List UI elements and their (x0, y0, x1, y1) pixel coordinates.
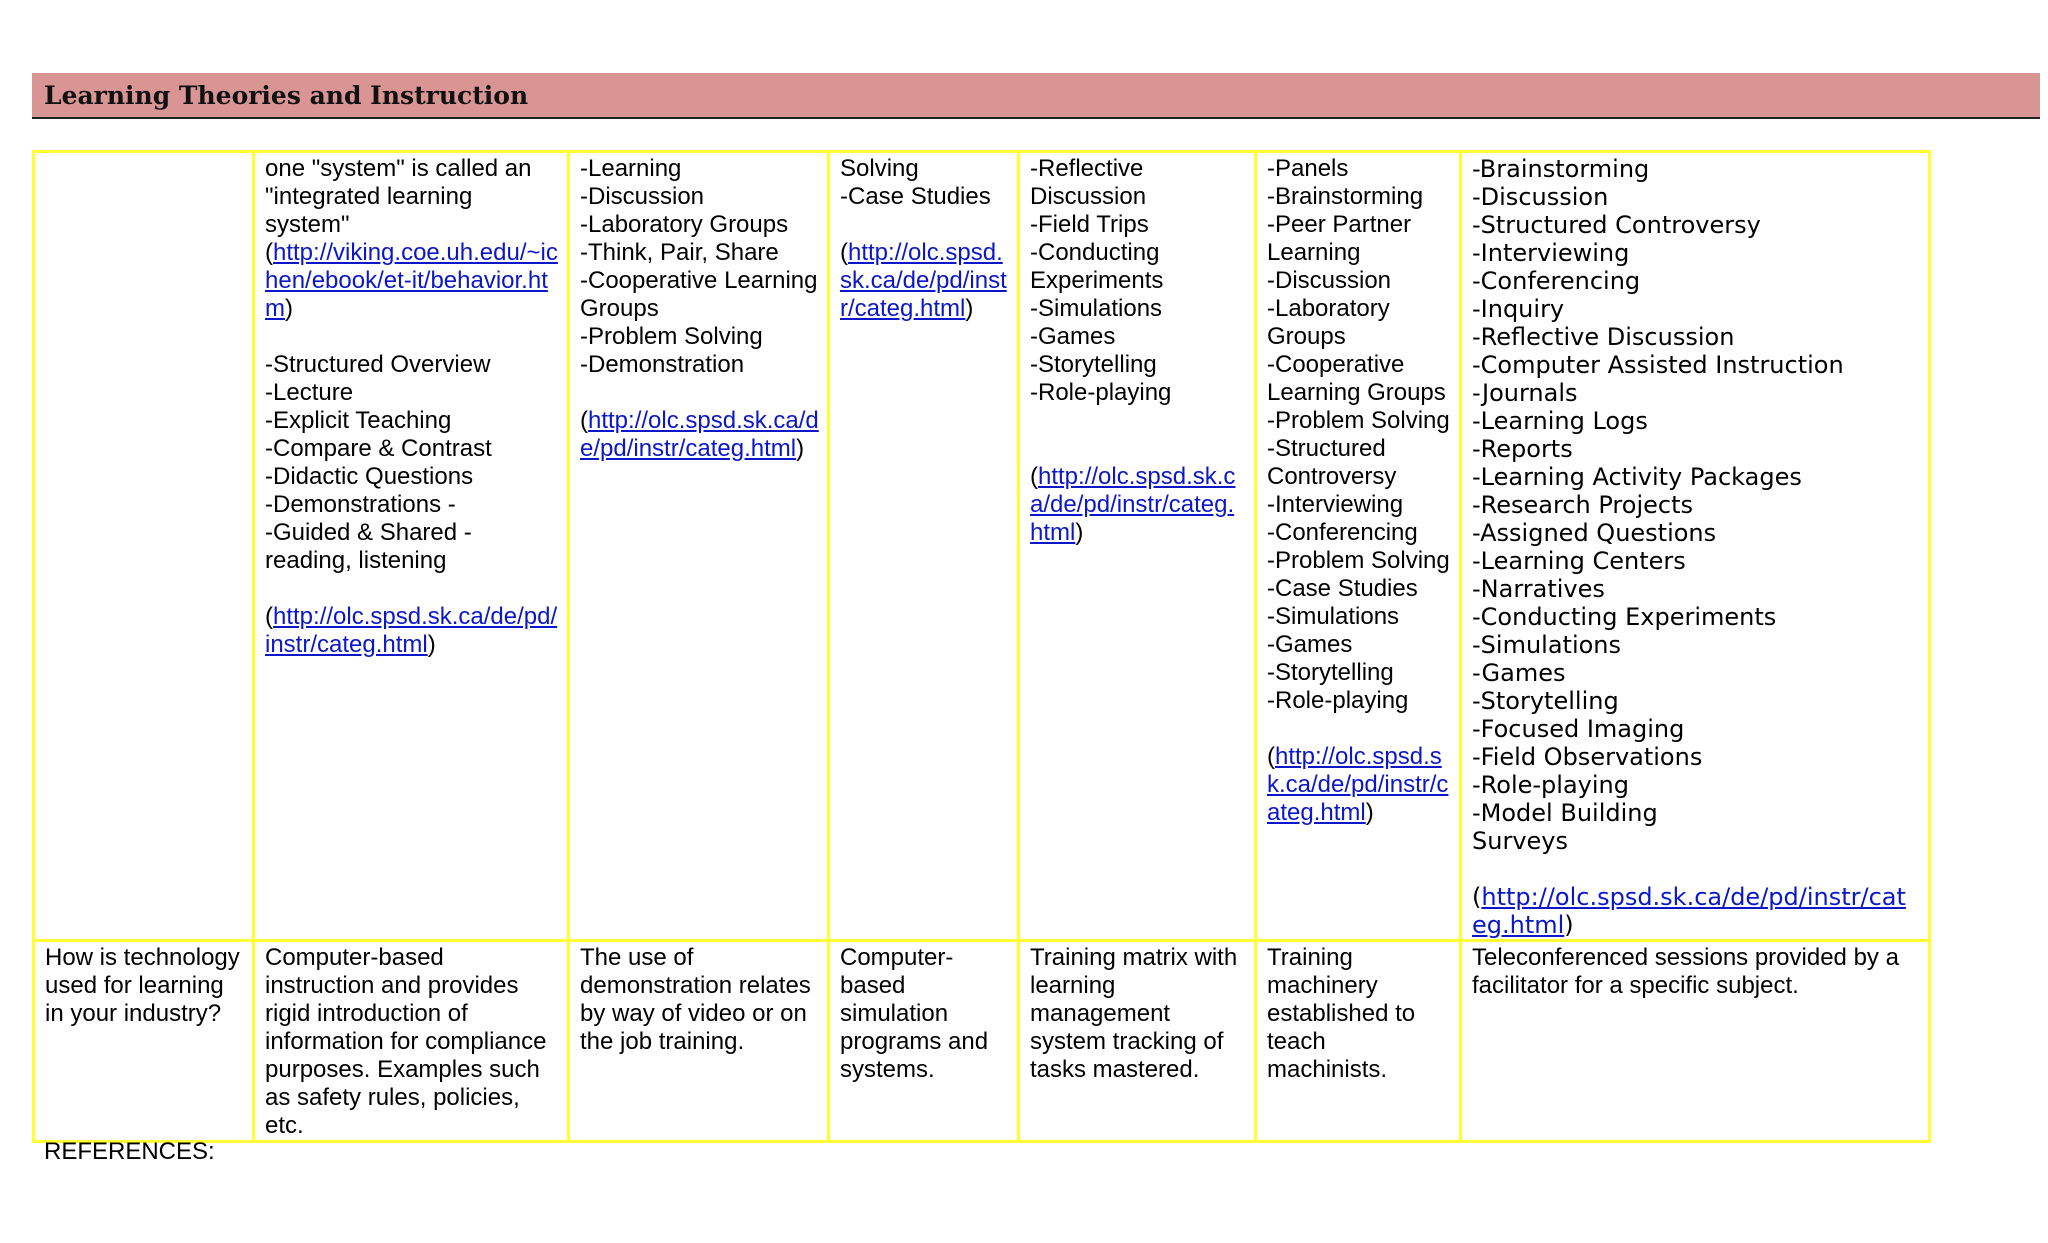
col6-list (1267, 155, 1451, 715)
list-item: -Explicit Teaching (265, 407, 452, 434)
list-item: -Cooperative Learning Groups (1267, 351, 1446, 406)
table-row (34, 152, 1930, 941)
list-item: -Structured Controversy (1267, 435, 1397, 490)
list-item: Solving (840, 155, 919, 182)
col6-link[interactable]: http://olc.spsd.sk.ca/de/pd/instr/categ.html (1267, 743, 1449, 826)
list-item: -Think, Pair, Share (580, 239, 779, 266)
col3-link[interactable]: http://olc.spsd.sk.ca/de/pd/instr/categ.html (580, 407, 819, 462)
list-item: -Interviewing (1472, 239, 1630, 267)
list-item: -Compare & Contrast (265, 435, 492, 462)
list-item: -Guided & Shared - reading, listening (265, 519, 479, 574)
list-item: -Field Observations (1472, 743, 1703, 771)
list-item: -Problem Solving (1267, 407, 1450, 434)
list-item: -Discussion (1267, 267, 1392, 294)
answer-cell-2: Computer-based instruction and provides rigid introduction of information for compliance purposes. Examples such as safety rules, policies, etc. (254, 941, 569, 1142)
list-item: -Structured Overview (265, 351, 491, 378)
col2-intro: one "system" is called an "integrated learning system" (265, 155, 532, 238)
list-item: -Focused Imaging (1472, 715, 1685, 743)
list-item: -Role-playing (1472, 771, 1629, 799)
list-item: -Games (1267, 631, 1353, 658)
list-item: -Demonstration (580, 351, 745, 378)
list-item: -Learning (580, 155, 682, 182)
answer-cell-7: Teleconferenced sessions provided by a facilitator for a specific subject. (1461, 941, 1930, 1142)
answer-cell-6: Training machinery established to teach machinists. (1256, 941, 1461, 1142)
list-item: -Reports (1472, 435, 1573, 463)
list-item: -Brainstorming (1472, 155, 1650, 183)
col3-list (580, 155, 825, 379)
col3-cell: -Learning -Discussion -Laboratory Groups -Think, Pair, Share -Cooperative Learning Groups -Problem Solving -Demonstration (http://olc.spsd.sk.ca/de/pd/instr/categ.html) (569, 152, 829, 941)
list-item: -Didactic Questions (265, 463, 474, 490)
list-item: -Brainstorming (1267, 183, 1424, 210)
list-item: -Learning Activity Packages (1472, 463, 1802, 491)
list-item: -Simulations (1267, 603, 1400, 630)
list-item: -Role-playing (1267, 687, 1409, 714)
list-item: -Simulations (1472, 631, 1622, 659)
list-item: -Computer Assisted Instruction (1472, 351, 1844, 379)
row-label-cell (34, 152, 254, 941)
list-item: -Reflective Discussion (1472, 323, 1735, 351)
section-header-bar (32, 73, 2040, 119)
list-item: -Laboratory Groups (1267, 295, 1397, 350)
col4-list (840, 155, 1009, 211)
answer-cell-5: Training matrix with learning management system tracking of tasks mastered. (1019, 941, 1256, 1142)
answer-cell-4: Computer-based simulation programs and systems. (829, 941, 1019, 1142)
list-item: -Interviewing (1267, 491, 1404, 518)
list-item: -Role-playing (1030, 379, 1172, 406)
list-item: -Simulations (1030, 295, 1163, 322)
list-item: -Learning Centers (1472, 547, 1686, 575)
col4-cell: Solving -Case Studies (http://olc.spsd.sk.ca/de/pd/instr/categ.html) (829, 152, 1019, 941)
answer-cell-3: The use of demonstration relates by way of video or on the job training. (569, 941, 829, 1142)
list-item: -Assigned Questions (1472, 519, 1717, 547)
table-row (34, 941, 1930, 1142)
list-item: -Learning Logs (1472, 407, 1648, 435)
col4-link[interactable]: http://olc.spsd.sk.ca/de/pd/instr/categ.html (840, 239, 1007, 322)
list-item: -Demonstrations - (265, 491, 456, 518)
list-item: Surveys (1472, 827, 1568, 855)
list-item: -Cooperative Learning Groups (580, 267, 825, 322)
list-item: -Reflective Discussion (1030, 155, 1151, 210)
list-item: -Laboratory Groups (580, 211, 789, 238)
list-item: -Conducting Experiments (1030, 239, 1167, 294)
list-item: -Field Trips (1030, 211, 1149, 238)
list-item: -Research Projects (1472, 491, 1693, 519)
list-item: -Games (1472, 659, 1566, 687)
list-item: -Storytelling (1030, 351, 1157, 378)
list-item: -Games (1030, 323, 1116, 350)
list-item: -Storytelling (1267, 659, 1394, 686)
list-item: -Problem Solving (1267, 547, 1450, 574)
col2-cell: one "system" is called an "integrated learning system" (http://viking.coe.uh.edu/~ichen/ebook/et-it/behavior.htm) -Structured Overview -Lecture -Explicit Teaching -Compare & Contrast -Didactic Questions -Demonstrations - -Guided & Shared - reading, listening (http://olc.spsd.sk.ca/de/pd/instr/categ.html) (254, 152, 569, 941)
col2-list (265, 351, 559, 575)
list-item: -Structured Controversy (1472, 211, 1761, 239)
list-item: -Conducting Experiments (1472, 603, 1777, 631)
list-item: -Peer Partner Learning (1267, 211, 1418, 266)
list-item: -Narratives (1472, 575, 1605, 603)
list-item: -Discussion (580, 183, 705, 210)
list-item: -Panels (1267, 155, 1349, 182)
list-item: -Lecture (265, 379, 354, 406)
col6-cell: -Panels -Brainstorming -Peer Partner Learning -Discussion -Laboratory Groups -Cooperative Learning Groups -Problem Solving -Structured Controversy -Interviewing -Conferencing -Problem Solving -Case Studies -Simulations -Games -Storytelling -Role-playing (http://olc.spsd.sk.ca/de/pd/instr/categ.html) (1256, 152, 1461, 941)
references-heading: REFERENCES: (44, 1138, 215, 1165)
col5-list (1030, 155, 1246, 407)
list-item: -Conferencing (1267, 519, 1418, 546)
col5-cell: -Reflective Discussion -Field Trips -Conducting Experiments -Simulations -Games -Storytelling -Role-playing (http://olc.spsd.sk.ca/de/pd/instr/categ.html) (1019, 152, 1256, 941)
section-title: Learning Theories and Instruction (44, 81, 529, 110)
list-item: -Case Studies (840, 183, 991, 210)
list-item: -Conferencing (1472, 267, 1641, 295)
list-item: -Inquiry (1472, 295, 1565, 323)
list-item: -Storytelling (1472, 687, 1619, 715)
col7-list (1472, 155, 1920, 855)
question-cell: How is technology used for learning in your industry? (34, 941, 254, 1142)
col7-link[interactable]: http://olc.spsd.sk.ca/de/pd/instr/categ.html (1472, 883, 1906, 939)
col7-cell: -Brainstorming -Discussion -Structured Controversy -Interviewing -Conferencing -Inquiry -Reflective Discussion -Computer Assisted Instruction -Journals -Learning Logs -Reports -Learning Activity Packages -Research Projects -Assigned Questions -Learning Centers -Narratives -Conducting Experiments -Simulations -Games -Storytelling -Focused Imaging -Field Observations -Role-playing -Model Building Surveys (http://olc.spsd.sk.ca/de/pd/instr/categ.html) (1461, 152, 1930, 941)
col2-link[interactable]: http://viking.coe.uh.edu/~ichen/ebook/et-it/behavior.htm (265, 239, 558, 322)
instruction-table (32, 150, 1931, 1143)
list-item: -Model Building (1472, 799, 1658, 827)
col5-link[interactable]: http://olc.spsd.sk.ca/de/pd/instr/categ.html (1030, 463, 1236, 546)
list-item: -Problem Solving (580, 323, 763, 350)
col2-link-2[interactable]: http://olc.spsd.sk.ca/de/pd/instr/categ.html (265, 603, 558, 658)
list-item: -Journals (1472, 379, 1578, 407)
list-item: -Discussion (1472, 183, 1609, 211)
list-item: -Case Studies (1267, 575, 1418, 602)
